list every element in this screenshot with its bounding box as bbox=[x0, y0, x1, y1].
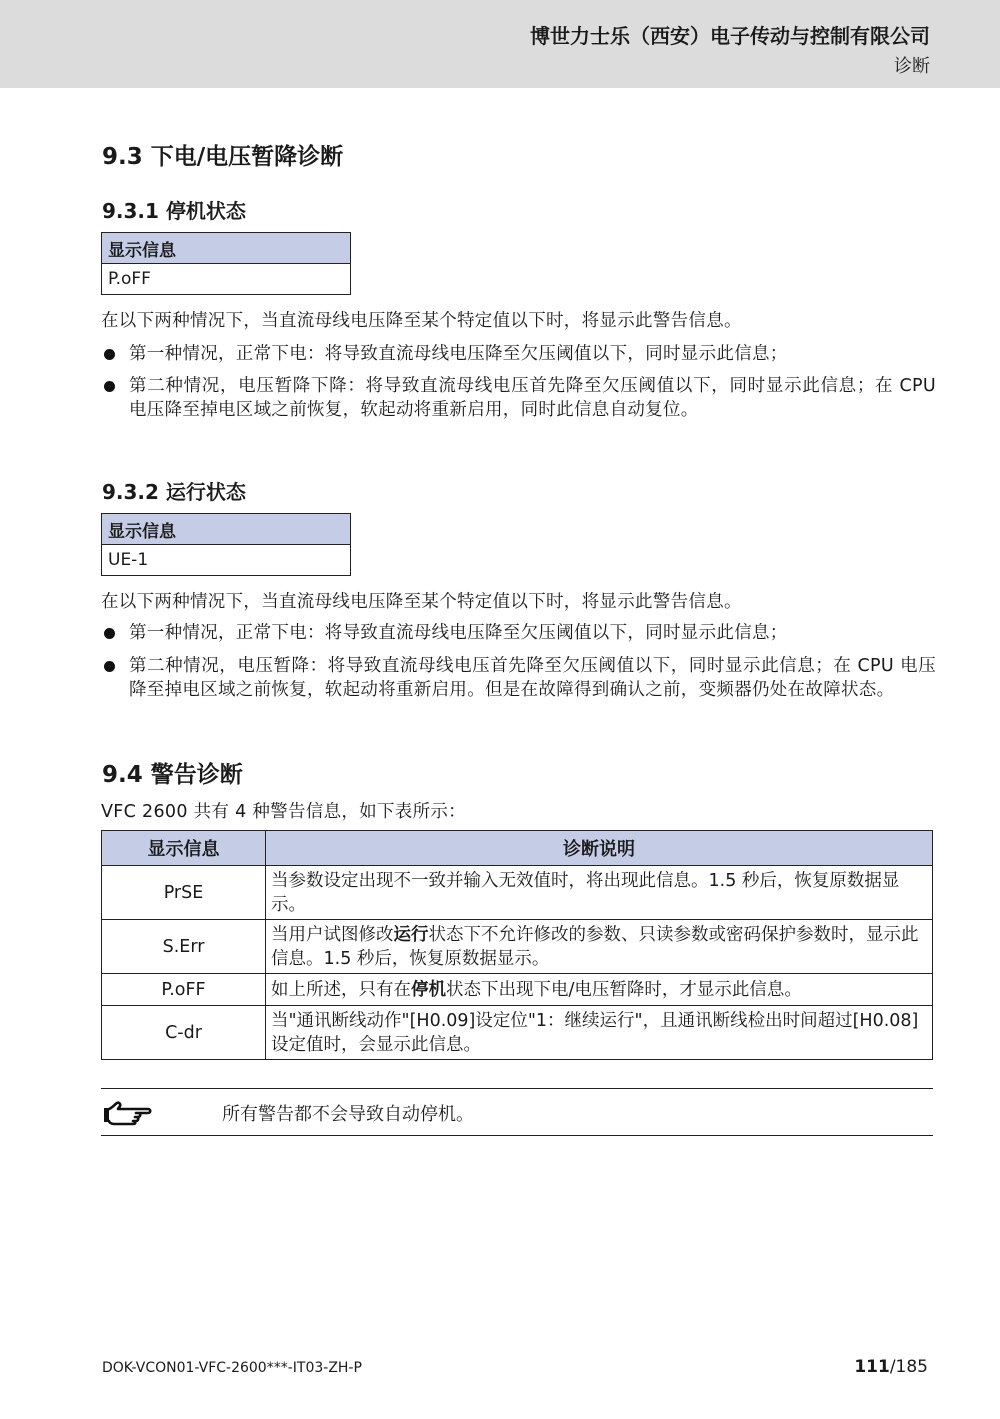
table-row bbox=[102, 920, 933, 974]
warning-description: 当"通讯断线动作"[H0.09]设定位"1：继续运行"，且通讯断线检出时间超过[H0.08]设定值时，会显示此信息。 bbox=[266, 1006, 933, 1060]
emphasis-text: 停机 bbox=[411, 979, 446, 1000]
warning-code: P.oFF bbox=[102, 974, 266, 1006]
list-item-text: 第一种情况，正常下电：将导致直流母线电压降至欠压阈值以下，同时显示此信息； bbox=[129, 344, 788, 364]
list-item-text: 第二种情况，电压暂降：将导致直流母线电压首先降至欠压阈值以下，同时显示此信息；在 CPU 电压降至掉电区域之前恢复，软起动将重新启用。但是在故障得到确认之前，变频器仍处在故障状态。 bbox=[129, 656, 936, 700]
bullet-icon bbox=[104, 628, 115, 639]
intro-paragraph: 在以下两种情况下，当直流母线电压降至某个特定值以下时，将显示此警告信息。 bbox=[101, 592, 742, 612]
display-info-header: 显示信息 bbox=[102, 233, 351, 264]
warning-table bbox=[101, 830, 933, 1060]
warning-code: S.Err bbox=[102, 920, 266, 974]
table-row bbox=[102, 974, 933, 1006]
column-header-display: 显示信息 bbox=[102, 831, 266, 866]
total-pages: /185 bbox=[889, 1357, 928, 1377]
intro-paragraph: 在以下两种情况下，当直流母线电压降至某个特定值以下时，将显示此警告信息。 bbox=[101, 311, 742, 331]
display-info-value: UE-1 bbox=[102, 545, 351, 576]
list-item bbox=[101, 654, 936, 702]
display-info-table-run bbox=[101, 513, 351, 576]
emphasis-text: 运行 bbox=[393, 924, 429, 945]
list-item bbox=[101, 621, 936, 645]
company-name: 博世力士乐（西安）电子传动与控制有限公司 bbox=[530, 24, 930, 48]
pointing-hand-icon bbox=[102, 1100, 154, 1126]
warning-description: 当用户试图修改运行状态下不允许修改的参数、只读参数或密码保护参数时，显示此信息。1.5 秒后，恢复原数据显示。 bbox=[266, 920, 933, 974]
page-number bbox=[854, 1357, 928, 1377]
current-page: 111 bbox=[854, 1357, 890, 1377]
display-info-table-stop bbox=[101, 232, 351, 295]
bullet-icon bbox=[104, 381, 115, 392]
note-text: 所有警告都不会导致自动停机。 bbox=[222, 1104, 474, 1125]
section-9-3-title: 9.3 下电/电压暂降诊断 bbox=[102, 144, 344, 170]
warning-description: 如上所述，只有在停机状态下出现下电/电压暂降时，才显示此信息。 bbox=[266, 974, 933, 1006]
list-item bbox=[101, 374, 936, 422]
page-header bbox=[0, 0, 1000, 88]
list-item-text: 第二种情况，电压暂降下降：将导致直流母线电压首先降至欠压阈值以下，同时显示此信息；在 CPU 电压降至掉电区域之前恢复，软起动将重新启用，同时此信息自动复位。 bbox=[129, 376, 936, 420]
section-tag: 诊断 bbox=[894, 56, 930, 77]
table-row bbox=[102, 1006, 933, 1060]
note-top-divider bbox=[101, 1088, 933, 1089]
document-id: DOK-VCON01-VFC-2600***-IT03-ZH-P bbox=[102, 1360, 362, 1376]
note-bottom-divider bbox=[101, 1135, 933, 1136]
bullet-icon bbox=[104, 349, 115, 360]
bullet-icon bbox=[104, 661, 115, 672]
section-9-4-title: 9.4 警告诊断 bbox=[102, 762, 243, 788]
warning-description: 当参数设定出现不一致并输入无效值时，将出现此信息。1.5 秒后，恢复原数据显示。 bbox=[266, 866, 933, 920]
list-item bbox=[101, 342, 936, 366]
section-9-3-1-title: 9.3.1 停机状态 bbox=[102, 199, 246, 223]
display-info-value: P.oFF bbox=[102, 264, 351, 295]
warning-intro: VFC 2600 共有 4 种警告信息，如下表所示： bbox=[101, 802, 466, 822]
warning-code: C-dr bbox=[102, 1006, 266, 1060]
section-9-3-2-title: 9.3.2 运行状态 bbox=[102, 480, 246, 504]
table-row bbox=[102, 866, 933, 920]
list-item-text: 第一种情况，正常下电：将导致直流母线电压降至欠压阈值以下，同时显示此信息； bbox=[129, 623, 788, 643]
display-info-header: 显示信息 bbox=[102, 514, 351, 545]
table-header-row bbox=[102, 831, 933, 866]
warning-code: PrSE bbox=[102, 866, 266, 920]
column-header-description: 诊断说明 bbox=[266, 831, 933, 866]
